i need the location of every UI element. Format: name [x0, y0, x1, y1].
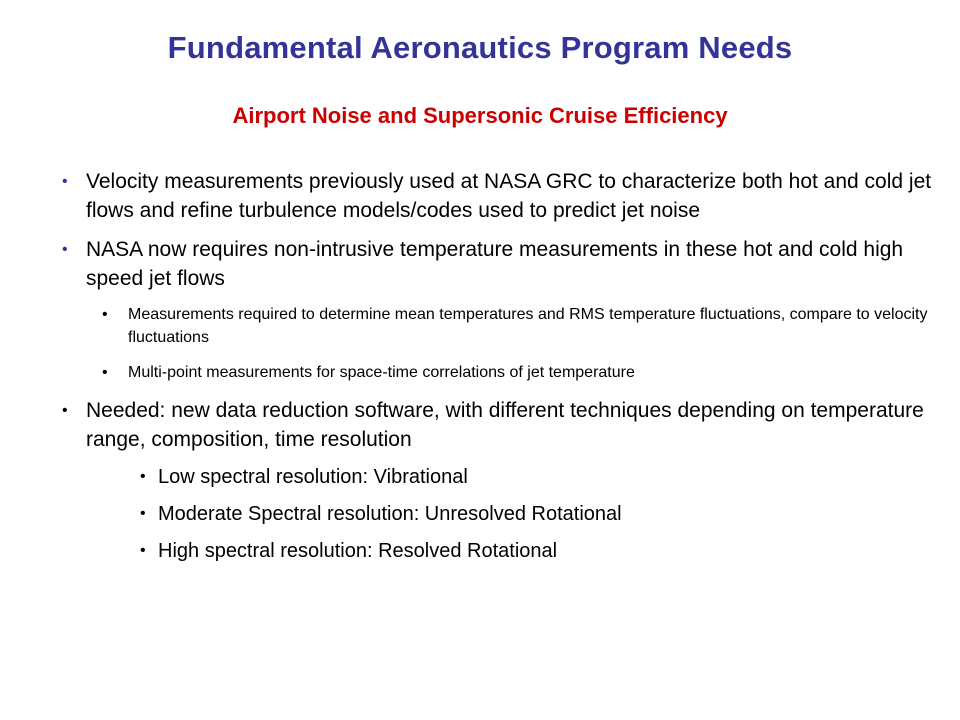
slide-title: Fundamental Aeronautics Program Needs — [167, 30, 793, 65]
bullet-icon: • — [62, 402, 68, 419]
bullet-icon: • — [62, 241, 68, 258]
bullet-list — [62, 167, 932, 575]
bullet-item — [62, 396, 932, 454]
bullet-item — [62, 235, 932, 293]
indented-bullet-item — [62, 464, 932, 490]
bullet-text: Velocity measurements previously used at NASA GRC to characterize both hot and cold jet flows and refine turbulence models/codes used to predict jet noise — [86, 170, 932, 222]
bullet-icon: • — [140, 468, 146, 485]
bullet-icon: • — [102, 306, 108, 323]
bullet-icon: • — [62, 173, 68, 190]
bullet-text: Multi-point measurements for space-time correlations of jet temperature — [128, 364, 635, 381]
bullet-text: High spectral resolution: Resolved Rotational — [158, 540, 558, 562]
slide-subtitle: Airport Noise and Supersonic Cruise Efficiency — [232, 103, 728, 128]
bullet-text: Needed: new data reduction software, with different techniques depending on temperature range, composition, time resolution — [86, 399, 924, 451]
bullet-icon: • — [102, 364, 108, 381]
bullet-text: Low spectral resolution: Vibrational — [158, 466, 468, 488]
sub-bullet-item — [62, 361, 932, 384]
bullet-icon: • — [140, 505, 146, 522]
bullet-item — [62, 167, 932, 225]
bullet-text: Measurements required to determine mean temperatures and RMS temperature fluctuations, compare to velocity fluctuations — [128, 306, 928, 346]
bullet-text: NASA now requires non-intrusive temperature measurements in these hot and cold high speed jet flows — [86, 238, 904, 290]
sub-bullet-item — [62, 303, 932, 349]
bullet-icon: • — [140, 542, 146, 559]
indented-bullet-item — [62, 501, 932, 527]
bullet-text: Moderate Spectral resolution: Unresolved Rotational — [158, 503, 622, 525]
indented-bullet-item — [62, 538, 932, 564]
